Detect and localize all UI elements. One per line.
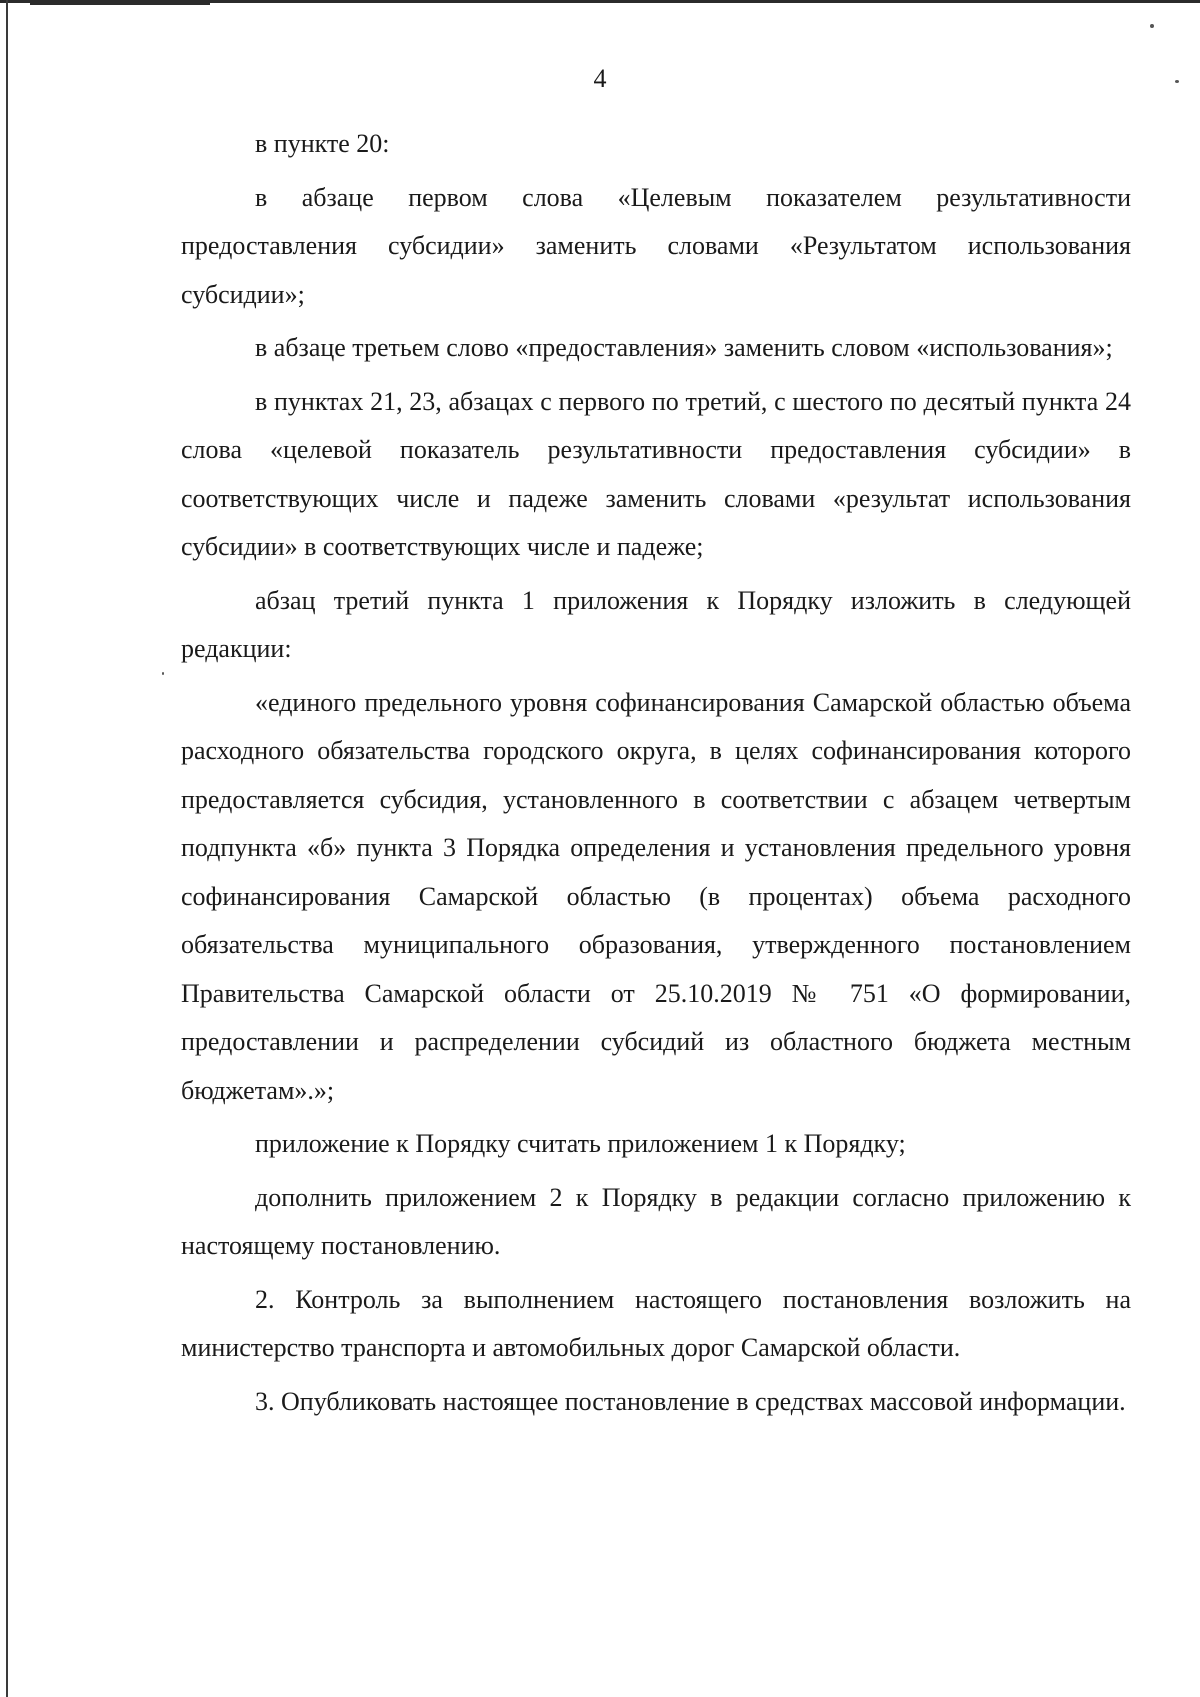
page-number: 4 xyxy=(593,64,607,93)
paragraph-point-20: в пункте 20: xyxy=(255,129,390,158)
paragraph-publish: 3. Опубликовать настоящее постановление в средствах массовой информации. xyxy=(255,1386,1126,1416)
paragraph-appendix-renumber: приложение к Порядку считать приложением 1 к Порядку; xyxy=(255,1129,906,1158)
scan-border-left xyxy=(6,0,8,1697)
paragraph-third-abzac: в абзаце третьем слово «предоставления» заменить словом «использования»; xyxy=(255,333,1113,362)
paragraph-first-abzac: в абзаце первом слова «Целевым показателем результативности предоставления субсидии» заменить словами «Результатом использования субсидии»; xyxy=(181,182,1131,309)
scan-speck xyxy=(162,672,164,675)
paragraph-control: 2. Контроль за выполнением настоящего постановления возложить на министерство транспорта и автомобильных дорог Самарской области. xyxy=(181,1284,1131,1362)
scan-speck xyxy=(1150,24,1154,28)
paragraph-appendix-2: дополнить приложением 2 к Порядку в редакции согласно приложению к настоящему постановлению. xyxy=(181,1182,1131,1260)
paragraph-appendix-point-1: абзац третий пункта 1 приложения к Порядку изложить в следующей редакции: xyxy=(181,585,1131,663)
scan-border-top-mark xyxy=(30,2,210,5)
paragraph-points-21-24: в пунктах 21, 23, абзацах с первого по третий, с шестого по десятый пункта 24 слова «целевой показатель результативности предоставления субсидии» в соответствующих числе и падеже заменить словами «результат использования субсидии» в соответствующих числе и падеже; xyxy=(181,386,1131,561)
document-body xyxy=(181,120,1131,1426)
paragraph-quoted-redaction: «единого предельного уровня софинансирования Самарской областью объема расходного обязательства городского округа, в целях софинансирования которого предоставляется субсидия, установленного в соответствии с абзацем четвертым подпункта «б» пункта 3 Порядка определения и установления предельного уровня софинансирования Самарской областью (в процентах) объема расходного обязательства муниципального образования, утвержденного постановлением Правительства Самарской области от 25.10.2019 № 751 «О формировании, предоставлении и распределении субсидий из областного бюджета местным бюджетам».»; xyxy=(181,687,1131,1105)
